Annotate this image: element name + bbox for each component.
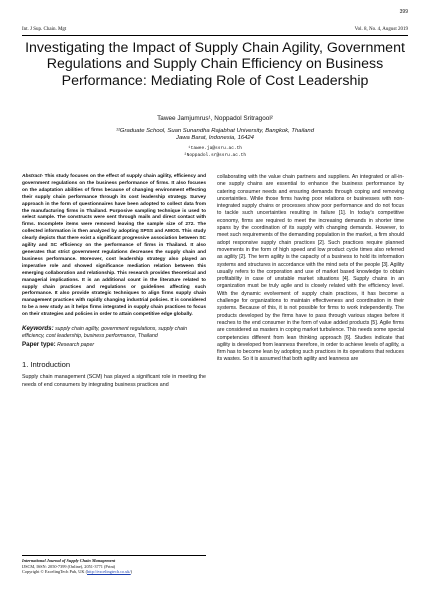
keywords-label: Keywords: — [22, 325, 54, 333]
authors: Tawee Jamjumrus¹, Noppadol Sritragool² — [157, 115, 273, 122]
page-number: 399 — [399, 9, 408, 15]
paper-type — [22, 341, 206, 348]
email-1[interactable]: ¹tawee.ja@ssru.ac.th — [187, 146, 242, 151]
abstract — [22, 174, 206, 319]
running-header — [22, 27, 408, 36]
paper-type-text: Research paper — [55, 342, 95, 349]
copyright-suffix: ) — [130, 569, 133, 575]
affiliation-line-2: Jawa Barat, Indonesia, 16424 — [176, 135, 254, 142]
right-column — [217, 174, 404, 364]
journal-short-name: Int. J Sup. Chain. Mgt — [22, 27, 67, 32]
paper-type-label: Paper type: — [22, 341, 56, 349]
footer-journal-name: International Journal of Supply Chain Management — [22, 558, 116, 563]
affiliation-line-1: ¹²Graduate School, Suan Sunandha Rajabhat University, Bangkok, Thailand — [115, 128, 314, 134]
intro-heading: 1. Introduction — [22, 360, 71, 370]
intro-text: Supply chain management (SCM) has played a significant role in meeting the needs of end consumers by integrating business practices and — [22, 374, 206, 389]
copyright-prefix: Copyright © ExcelingTech Pub, UK ( — [22, 569, 88, 575]
left-column — [22, 174, 206, 390]
affiliation — [22, 128, 408, 143]
abstract-text: This study focuses on the effect of supply chain agility, efficiency and government regulations on the business performance of firms. It also focuses on the adaptation abilities of firms because of changing environment effecting their supply chain performance through its cost leadership strategy. Survey approach in the form of questionnaires have been adopted to collect data from the manufacturing firms in Thailand. Purposive sampling technique is used to select sample. The constructs were sent through mails and direct contact with firms. Incomplete items were removed leaving the sample size of 272. The collected information is then analyzed by adopting SPSS and AMOS. This study clearly depicts that there exist a significant progressive association between SC agility and SC efficiency on the performance of firms in Thailand. It also generates that strict government regulations decreases the supply chain and business performance. Moreover, cost leadership strategy also played an imperative role and showed significance mediation relation between this emerging collaboration and relationship. This research provides theoretical and managerial implications. It is an additional count in the literature related to supply chain practices and regulations or guidelines affecting such performance. It also provide strategic techniques to align firms supply chain management practices with rapidly changing industrial policies. It is considered to be a new study as it helps firms integrated in supply chain practices to focus on their strategies and policies in order to attain competitive edge globally. — [22, 174, 206, 318]
footer-issn: IJSCM, ISSN: 2050-7399 (Online), 2051-3771 (Print) — [22, 563, 116, 569]
email-2[interactable]: ²Noppadol.sr@ssru.ac.th — [183, 152, 247, 158]
abstract-label: Abstract- — [22, 174, 44, 179]
emails — [22, 146, 408, 159]
volume-info: Vol. 8, No. 4, August 2019 — [354, 27, 408, 32]
right-column-text: collaborating with the value chain partners and suppliers. An integrated or all-in-one supply chains are essential to enhance the business performance by catering consumer needs and ensuring demands through coping and removing uncertainties. While those firms having poor relations or businesses with non-integrated supply chains or processes show poor performance and do not focus to tackle such uncertainties resulting in failure [1]. In today's competitive economy, firms are required to meet the increasing demands in shorter time spans by the coordination of its supply with changing demands. However, to meet such requirements of the demanding population in the market, a firm should adopt responsive supply chain practices [2]. Such practices require planned movements in the form of high speed and low product cycle times also referred as agility [2]. The term agility is the capacity of a business to hold its information systems and structures in accordance with the mind sets of the people [3]. Agility usually refers to the corporation and use of market based knowledge to obtain profitability in case of unstable market situations [4]. Supply chains in an organization must be truly agile and is closely related with the efficiency level. With the dynamic evolvement of supply chain practices, it has become a challenge for organizations to maintain effectiveness and coordination in their systems. Because of this, it is not possible for firms to work independently. The products developed by the firms have to pass through various stages before it reaches to the end consumer in the form of value added products [5]. Agile firms are considered as masters in coping market turbulence. This needs some special competencies different from lean thinking approach [6]. Studies indicate that agility is developed from leanness therefore, in order to achieve levels of agility, a firm has to become lean by adopting such practices in its operations that reduces its wastes. So it is assumed that both agility and leanness are — [217, 174, 404, 363]
keywords — [22, 326, 206, 339]
footer-copyright — [22, 569, 206, 575]
keywords-text: supply chain agility, government regulations, supply chain efficiency, cost leadership, business performance, Thailand — [22, 326, 188, 339]
publisher-link[interactable]: http://excelingtech.co.uk/ — [87, 569, 131, 575]
paper-title: Investigating the Impact of Supply Chain Agility, Government Regulations and Supply Chain Efficiency on Business Performance: Mediating Role of Cost Leadership — [25, 40, 405, 89]
footer — [22, 555, 206, 575]
